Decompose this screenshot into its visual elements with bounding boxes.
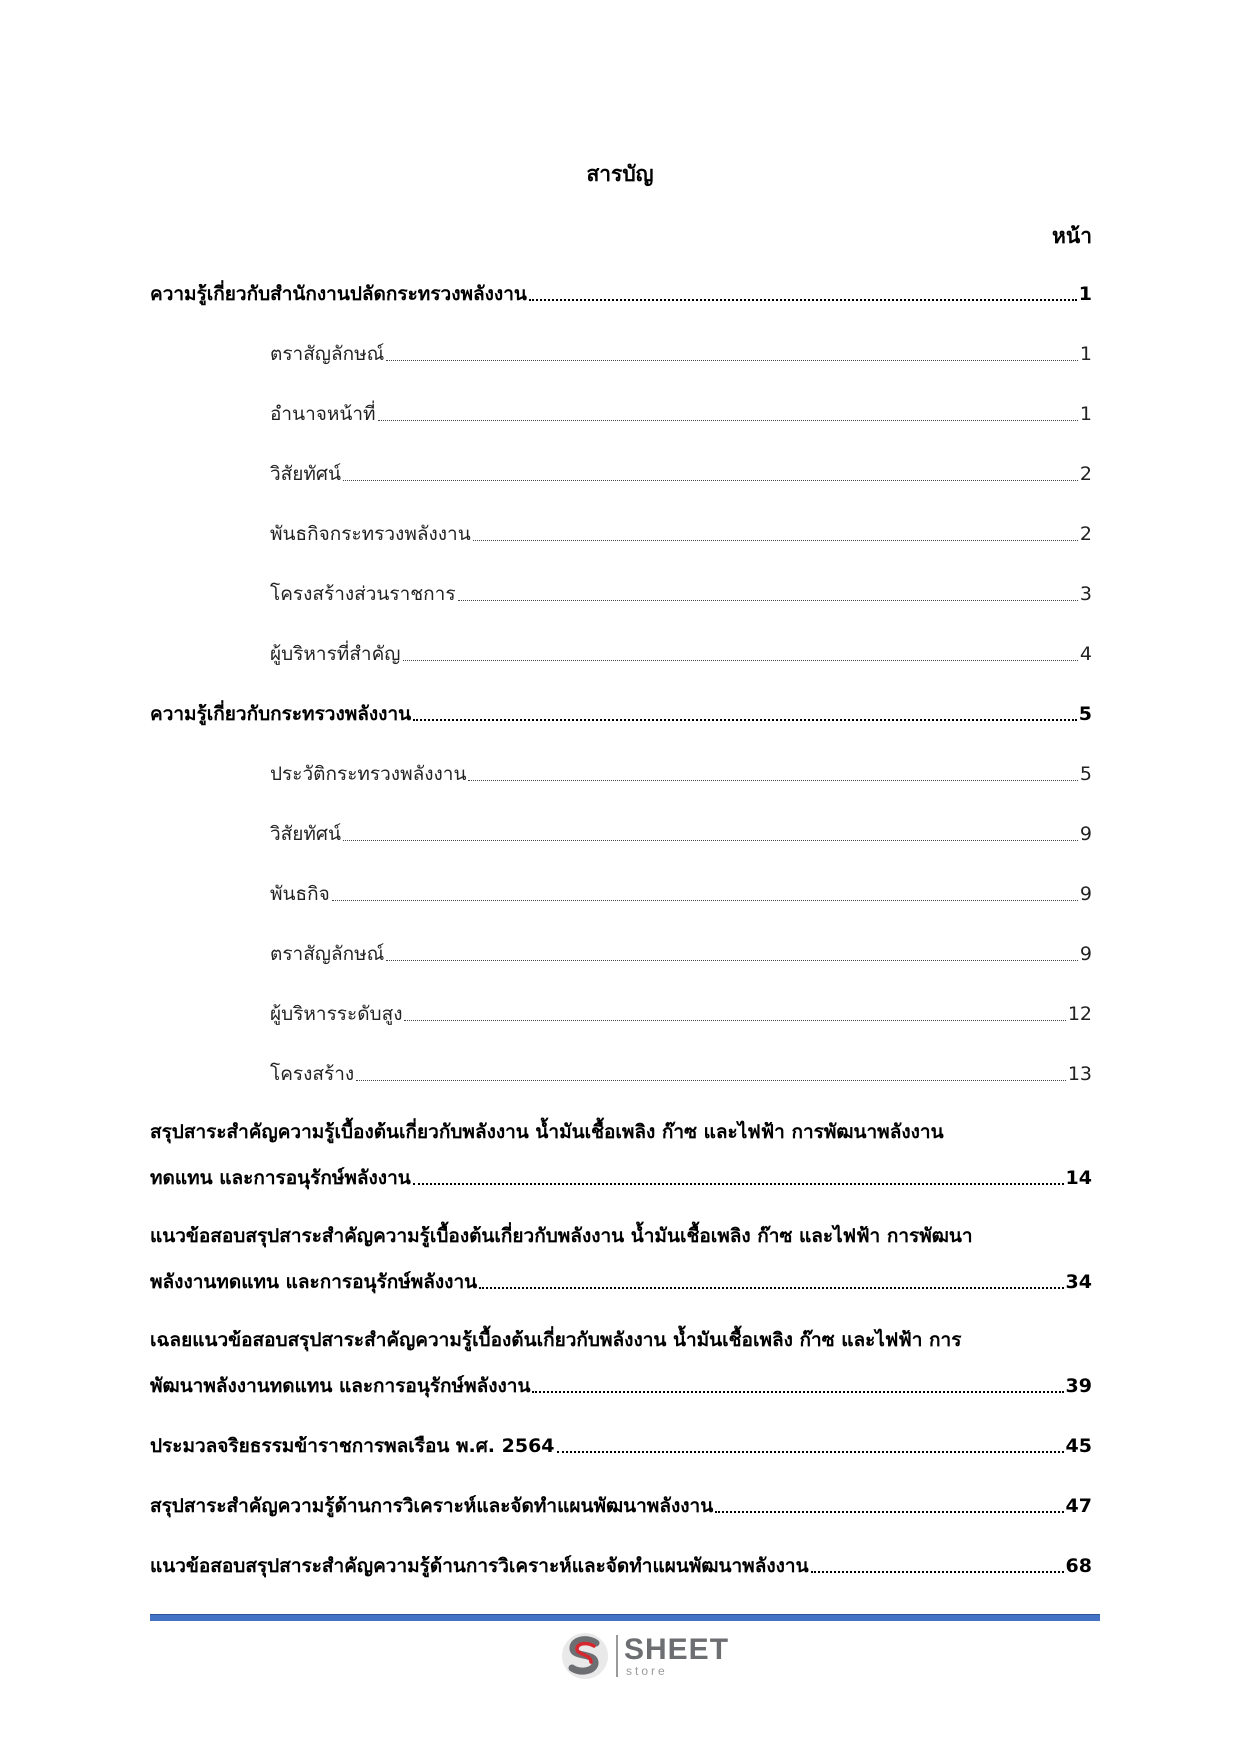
toc-entry[interactable]: ความรู้เกี่ยวกับกระทรวงพลังงาน 5 [150, 703, 1092, 725]
toc-entry[interactable]: ทดแทน และการอนุรักษ์พลังงาน 14 [150, 1167, 1092, 1189]
logo-separator [616, 1635, 618, 1677]
toc-entry-line1[interactable]: แนวข้อสอบสรุปสาระสำคัญความรู้เบื้องต้นเกี่ยวกับพลังงาน น้ำมันเชื้อเพลิง ก๊าซ และไฟฟ้า การพัฒนา [150, 1225, 973, 1247]
page-title: สารบัญ [586, 162, 654, 186]
leader-dots [532, 1391, 1063, 1393]
leader-dots [468, 780, 1077, 781]
toc-entry[interactable]: ความรู้เกี่ยวกับสำนักงานปลัดกระทรวงพลังงาน 1 [150, 283, 1092, 305]
toc-entry[interactable]: ประมวลจริยธรรมข้าราชการพลเรือน พ.ศ. 2564 45 [150, 1435, 1092, 1457]
leader-dots [356, 1080, 1066, 1081]
toc-entry[interactable]: ตราสัญลักษณ์ 9 [270, 943, 1092, 965]
toc-entry-line1[interactable]: เฉลยแนวข้อสอบสรุปสาระสำคัญความรู้เบื้องต้นเกี่ยวกับพลังงาน น้ำมันเชื้อเพลิง ก๊าซ และไฟฟ้า การ [150, 1329, 962, 1351]
toc-entry[interactable]: แนวข้อสอบสรุปสาระสำคัญความรู้ด้านการวิเคราะห์และจัดทำแผนพัฒนาพลังงาน 68 [150, 1555, 1092, 1577]
leader-dots [404, 1020, 1065, 1021]
leader-dots [403, 660, 1078, 661]
toc-entry-line1[interactable]: สรุปสาระสำคัญความรู้เบื้องต้นเกี่ยวกับพลังงาน น้ำมันเชื้อเพลิง ก๊าซ และไฟฟ้า การพัฒนาพลังงาน [150, 1121, 944, 1143]
leader-dots [811, 1571, 1064, 1573]
logo-main-text: SHEET [624, 1633, 730, 1666]
leader-dots [458, 600, 1078, 601]
toc-entry[interactable]: โครงสร้างส่วนราชการ 3 [270, 583, 1092, 605]
toc-entry[interactable]: โครงสร้าง 13 [270, 1063, 1092, 1085]
leader-dots [332, 900, 1078, 901]
leader-dots [343, 840, 1078, 841]
toc-entry[interactable]: สรุปสาระสำคัญความรู้ด้านการวิเคราะห์และจัดทำแผนพัฒนาพลังงาน 47 [150, 1495, 1092, 1517]
page-column-header: หน้า [1052, 224, 1092, 248]
leader-dots [529, 299, 1077, 301]
leader-dots [479, 1287, 1063, 1289]
toc-entry[interactable]: ตราสัญลักษณ์ 1 [270, 343, 1092, 365]
sheet-store-logo [560, 1628, 729, 1684]
toc-entry[interactable]: วิสัยทัศน์ 9 [270, 823, 1092, 845]
logo-sub-text: store [626, 1664, 668, 1678]
leader-dots [413, 719, 1077, 721]
toc-entry[interactable]: พันธกิจกระทรวงพลังงาน 2 [270, 523, 1092, 545]
leader-dots [343, 480, 1078, 481]
toc-entry[interactable]: พันธกิจ 9 [270, 883, 1092, 905]
leader-dots [715, 1511, 1063, 1513]
toc-entry[interactable]: อำนาจหน้าที่ 1 [270, 403, 1092, 425]
toc-entry[interactable]: ผู้บริหารที่สำคัญ 4 [270, 643, 1092, 665]
leader-dots [413, 1183, 1064, 1185]
toc-entry[interactable]: ผู้บริหารระดับสูง 12 [270, 1003, 1092, 1025]
leader-dots [557, 1451, 1064, 1453]
toc-entry[interactable]: ประวัติกระทรวงพลังงาน 5 [270, 763, 1092, 785]
leader-dots [473, 540, 1078, 541]
logo-s-icon [560, 1631, 610, 1681]
leader-dots [378, 420, 1078, 421]
leader-dots [386, 360, 1078, 361]
toc-entry[interactable]: พัฒนาพลังงานทดแทน และการอนุรักษ์พลังงาน 39 [150, 1375, 1092, 1397]
footer-rule [150, 1614, 1100, 1621]
toc-entry[interactable]: พลังงานทดแทน และการอนุรักษ์พลังงาน 34 [150, 1271, 1092, 1293]
leader-dots [386, 960, 1078, 961]
toc-entry[interactable]: วิสัยทัศน์ 2 [270, 463, 1092, 485]
